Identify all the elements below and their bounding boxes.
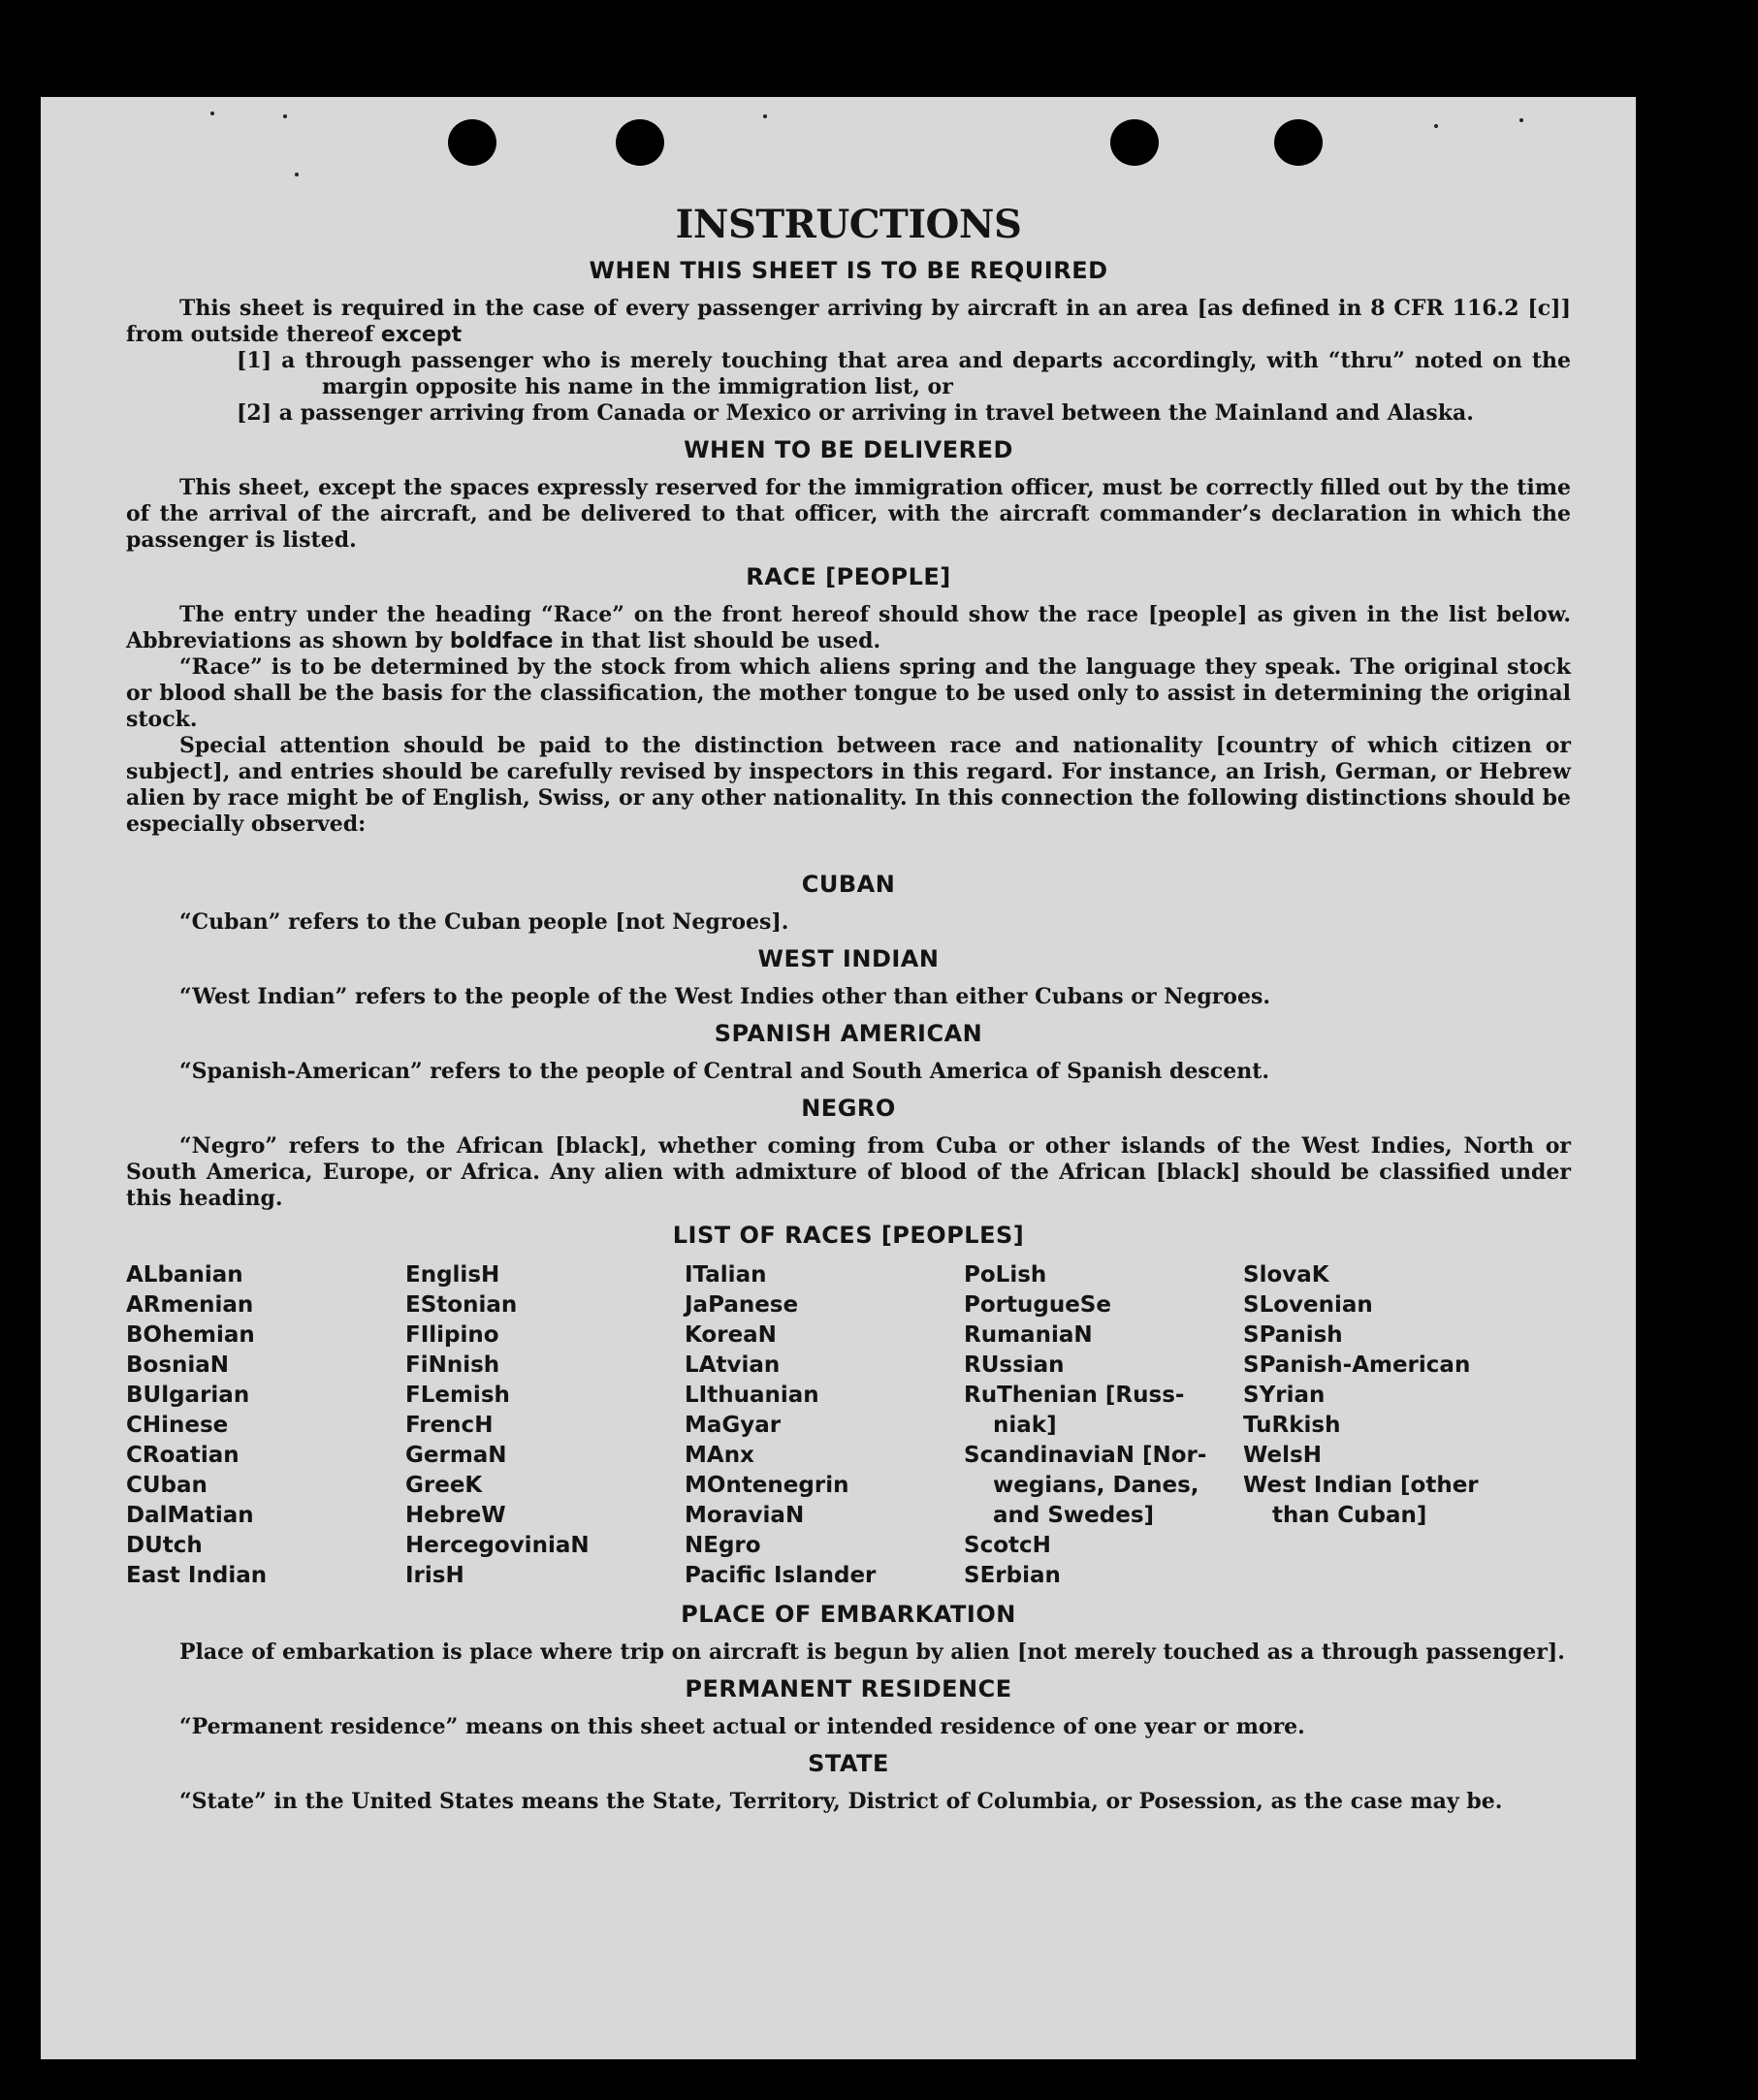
race-entry: ScandinaviaN [Nor- [964, 1443, 1207, 1468]
race-entry: BOhemian [126, 1322, 255, 1348]
race-entry: niak] [993, 1413, 1057, 1438]
instructions-content [126, 202, 1571, 1815]
required-except: except [380, 323, 463, 347]
race-entry: GreeK [405, 1473, 483, 1498]
race-entry: NEgro [685, 1533, 761, 1558]
race-paragraph-2: “Race” is to be determined by the stock from which aliens spring and the language they speak. The original stock or blood shall be the basis for the classification, the mother tongue to be used only to assist in determining the original stock. [126, 654, 1571, 732]
race-entry: MOntenegrin [685, 1473, 849, 1498]
speck [763, 114, 767, 118]
race-entry: West Indian [other [1243, 1473, 1479, 1498]
race-entry: SPanish-American [1243, 1352, 1471, 1378]
speck [295, 173, 299, 176]
race-entry: EnglisH [405, 1262, 500, 1288]
race-entry: East Indian [126, 1563, 268, 1588]
negro-text: “Negro” refers to the African [black], whether coming from Cuba or other islands of the West Indies, North or South America, Europe, or Africa. Any alien with admixture of blood of the African [black] should be classified under this heading. [126, 1133, 1571, 1211]
race-entry: RUssian [964, 1352, 1065, 1378]
race-entry: RumaniaN [964, 1322, 1093, 1348]
race-entry: CHinese [126, 1413, 229, 1438]
race-entry: than Cuban] [1272, 1503, 1427, 1528]
races-list [126, 1260, 1571, 1591]
races-column [964, 1260, 1243, 1591]
race-entry: wegians, Danes, [993, 1473, 1199, 1498]
race-entry: HercegoviniaN [405, 1533, 590, 1558]
race-entry: PoLish [964, 1262, 1047, 1288]
races-column [405, 1260, 685, 1591]
race-entry: HebreW [405, 1503, 506, 1528]
race-entry: SErbian [964, 1563, 1061, 1588]
speck [283, 114, 287, 118]
race-entry: FLemish [405, 1383, 510, 1408]
race-entry: FIlipino [405, 1322, 499, 1348]
heading-permanent-residence: PERMANENT RESIDENCE [685, 1675, 1012, 1702]
race-entry: ITalian [685, 1262, 767, 1288]
race-p1-end: in that list should be used. [560, 628, 881, 653]
speck [210, 111, 214, 115]
race-entry: MAnx [685, 1443, 754, 1468]
race-entry: SYrian [1243, 1383, 1326, 1408]
race-entry: BosniaN [126, 1352, 230, 1378]
race-entry: JaPanese [685, 1292, 799, 1318]
race-entry: SlovaK [1243, 1262, 1329, 1288]
race-entry: WelsH [1243, 1443, 1322, 1468]
race-entry: SPanish [1243, 1322, 1343, 1348]
heading-negro: NEGRO [801, 1095, 896, 1122]
race-entry: ScotcH [964, 1533, 1051, 1558]
punch-hole [616, 119, 664, 166]
race-entry: EStonian [405, 1292, 518, 1318]
race-entry: CUban [126, 1473, 208, 1498]
heading-state: STATE [808, 1750, 889, 1777]
race-entry: LAtvian [685, 1352, 781, 1378]
heading-embarkation: PLACE OF EMBARKATION [681, 1601, 1016, 1628]
race-entry: FiNnish [405, 1352, 500, 1378]
embarkation-text: Place of embarkation is place where trip on aircraft is begun by alien [not merely touched as a through passenger]. [179, 1639, 1565, 1665]
heading-when-delivered: WHEN TO BE DELIVERED [684, 436, 1013, 463]
cuban-text: “Cuban” refers to the Cuban people [not Negroes]. [179, 909, 789, 935]
punch-hole [1110, 119, 1159, 166]
race-entry: TuRkish [1243, 1413, 1341, 1438]
race-entry: MaGyar [685, 1413, 782, 1438]
required-intro [126, 296, 1571, 348]
speck [1434, 124, 1438, 128]
race-entry: ARmenian [126, 1292, 254, 1318]
races-column [1243, 1260, 1534, 1591]
punch-hole [1274, 119, 1323, 166]
spanish-american-text: “Spanish-American” refers to the people of Central and South America of Spanish descent. [179, 1059, 1270, 1084]
race-entry: ALbanian [126, 1262, 243, 1288]
required-item-2: [2] a passenger arriving from Canada or Mexico or arriving in travel between the Mainland and Alaska. [237, 400, 1474, 426]
race-paragraph-3: Special attention should be paid to the distinction between race and nationality [country of which citizen or subject], and entries should be carefully revised by inspectors in this regard. For instance, an Irish, German, or Hebrew alien by race might be of English, Swiss, or any other nationality. In this connection the following distinctions should be especially observed: [126, 733, 1571, 837]
race-p1-boldface: boldface [449, 629, 554, 653]
document-sheet [41, 97, 1636, 2059]
race-entry: DUtch [126, 1533, 203, 1558]
heading-when-required: WHEN THIS SHEET IS TO BE REQUIRED [589, 257, 1108, 284]
races-column [685, 1260, 964, 1591]
race-entry: IrisH [405, 1563, 464, 1588]
race-entry: PortugueSe [964, 1292, 1111, 1318]
required-intro-text: This sheet is required in the case of every passenger arriving by aircraft in an area [as defined in 8 CFR 116.2 [c]] from outside thereof [126, 296, 1571, 347]
west-indian-text: “West Indian” refers to the people of the West Indies other than either Cubans or Negroes. [179, 984, 1271, 1009]
residence-text: “Permanent residence” means on this sheet actual or intended residence of one year or more. [179, 1714, 1305, 1739]
race-entry: GermaN [405, 1443, 507, 1468]
heading-cuban: CUBAN [801, 871, 896, 898]
heading-west-indian: WEST INDIAN [757, 945, 940, 972]
heading-race: RACE [PEOPLE] [746, 563, 951, 590]
races-column [126, 1260, 405, 1591]
delivered-text: This sheet, except the spaces expressly reserved for the immigration officer, must be correctly filled out by the time of the arrival of the aircraft, and be delivered to that officer, with the aircraft commander’s declaration in which the passenger is listed. [126, 475, 1571, 553]
race-entry: BUlgarian [126, 1383, 250, 1408]
heading-spanish-american: SPANISH AMERICAN [714, 1020, 983, 1047]
race-paragraph-1 [126, 602, 1571, 654]
punch-hole [448, 119, 496, 166]
page-title: INSTRUCTIONS [675, 202, 1022, 247]
race-entry: and Swedes] [993, 1503, 1155, 1528]
speck [1519, 118, 1523, 122]
race-entry: DalMatian [126, 1503, 254, 1528]
race-entry: MoraviaN [685, 1503, 805, 1528]
race-entry: Pacific Islander [685, 1563, 877, 1588]
race-entry: KoreaN [685, 1322, 777, 1348]
race-entry: CRoatian [126, 1443, 240, 1468]
required-item-1: [1] a through passenger who is merely touching that area and departs accordingly, with “thru” noted on the margin opposite his name in the immigration list, or [237, 348, 1571, 399]
race-entry: RuThenian [Russ- [964, 1383, 1185, 1408]
race-entry: LIthuanian [685, 1383, 819, 1408]
heading-list-of-races: LIST OF RACES [PEOPLES] [672, 1222, 1025, 1249]
race-entry: FrencH [405, 1413, 494, 1438]
race-entry: SLovenian [1243, 1292, 1373, 1318]
race-p1-text: The entry under the heading “Race” on the front hereof should show the race [people] as given in the list below. Abbreviations as shown by [126, 602, 1571, 653]
state-text: “State” in the United States means the State, Territory, District of Columbia, or Posession, as the case may be. [179, 1789, 1503, 1814]
